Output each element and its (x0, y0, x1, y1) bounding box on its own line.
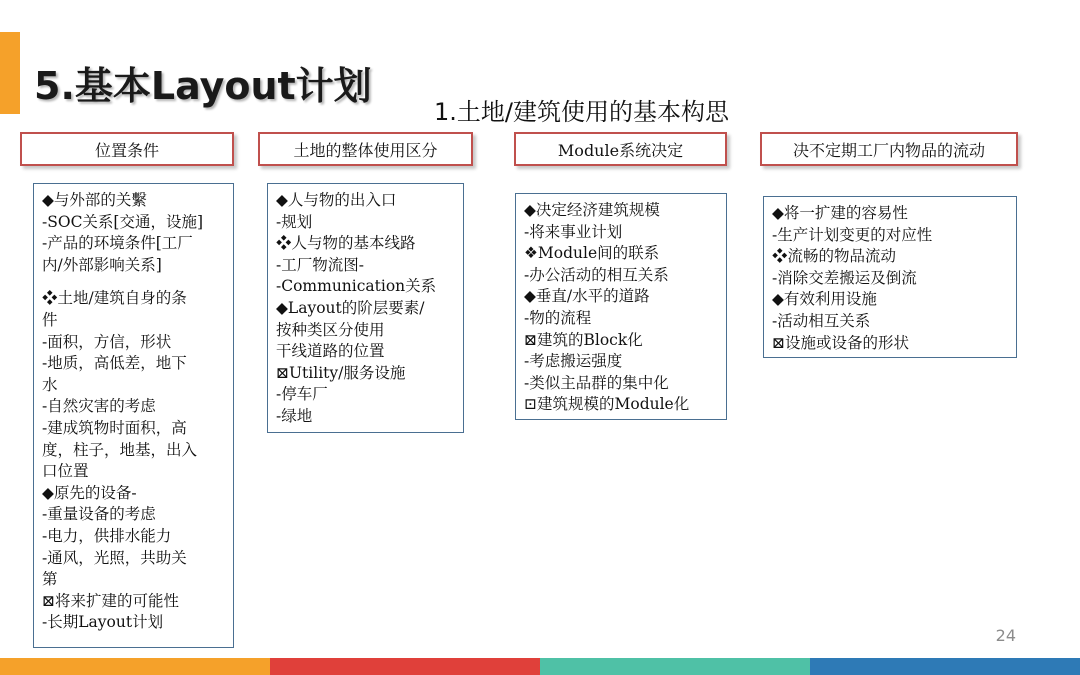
content-line: ◆与外部的关繫 (42, 191, 147, 209)
content-line: 度，柱子，地基，出入 (42, 440, 198, 459)
content-line: ◆将一扩建的容易性 (772, 204, 908, 222)
column-content-module (515, 193, 727, 420)
column-content-land-use (267, 183, 464, 433)
content-line: -将来事业计划 (524, 222, 623, 241)
content-line: -规划 (276, 212, 313, 231)
content-line: -生产计划变更的对应性 (772, 225, 933, 244)
content-line: -物的流程 (524, 308, 592, 327)
slide-title: 5.基本Layout计划 (34, 64, 372, 108)
content-line: ⊠将来扩建的可能性 (42, 591, 179, 610)
footer-segment (0, 658, 270, 675)
content-line: ❖人与物的基本线路 (276, 234, 416, 253)
content-line: -绿地 (276, 406, 313, 425)
content-line: 口位置 (42, 462, 89, 481)
page-number: 24 (995, 626, 1016, 645)
content-line: -建成筑物时面积，高 (42, 418, 187, 437)
content-line (42, 276, 225, 288)
footer-color-bar (0, 658, 1080, 675)
content-line: -工厂物流图- (276, 255, 364, 274)
content-line: -面积，方信，形状 (42, 332, 172, 351)
title-accent-bar (0, 32, 20, 114)
content-line: -通风，光照，共助关 (42, 548, 187, 567)
content-line: -活动相互关系 (772, 311, 871, 330)
column-header-land-use: 土地的整体使用区分 (258, 132, 473, 166)
column-content-location (33, 183, 234, 648)
content-line: -自然灾害的考虑 (42, 397, 156, 416)
content-line: ❖流畅的物品流动 (772, 247, 897, 266)
footer-segment (270, 658, 540, 675)
content-line: 第 (42, 570, 58, 589)
content-line: ⊡建筑规模的Module化 (524, 395, 690, 414)
content-line: ◆垂直/水平的道路 (524, 287, 650, 306)
content-line: -电力，供排水能力 (42, 526, 172, 545)
content-line: -长期Layout计划 (42, 613, 164, 632)
content-line: -产品的环境条件[工厂 (42, 234, 193, 253)
column-header-module: Module系统决定 (514, 132, 727, 166)
content-line: -地质，高低差，地下 (42, 354, 187, 373)
content-line: -考虑搬运强度 (524, 352, 623, 371)
content-line: 干线道路的位置 (276, 342, 385, 361)
content-line: -办公活动的相互关系 (524, 265, 669, 284)
column-header-location: 位置条件 (20, 132, 234, 166)
content-line: -类似主品群的集中化 (524, 373, 669, 392)
content-line: 内/外部影响关系] (42, 255, 162, 274)
content-line: -SOC关系[交通，设施] (42, 212, 204, 231)
content-line: ⊠设施或设备的形状 (772, 333, 909, 352)
content-line: ◆人与物的出入口 (276, 191, 397, 209)
column-content-flow (763, 196, 1017, 358)
footer-segment (540, 658, 810, 675)
slide-subtitle: 1.土地/建筑使用的基本构思 (434, 98, 729, 126)
footer-segment (810, 658, 1080, 675)
content-line: ◆有效利用设施 (772, 290, 877, 309)
content-line: ◆Layout的阶层要素/ (276, 298, 425, 317)
content-line: -停车厂 (276, 385, 328, 404)
content-line: ◆决定经济建筑规模 (524, 201, 660, 219)
content-line: ❖Module间的联系 (524, 244, 660, 263)
content-line: -重量设备的考虑 (42, 505, 156, 524)
content-line: 件 (42, 310, 58, 329)
content-line: -Communication关系 (276, 277, 437, 296)
content-line: -消除交差搬运及倒流 (772, 268, 917, 287)
content-line: ⊠Utility/服务设施 (276, 363, 406, 382)
content-line: ❖土地/建筑自身的条 (42, 289, 187, 308)
content-line: ◆原先的设备- (42, 483, 137, 502)
content-line: 按种类区分使用 (276, 320, 385, 339)
content-line: ⊠建筑的Block化 (524, 330, 643, 349)
content-line: 水 (42, 375, 58, 394)
column-header-flow: 决不定期工厂内物品的流动 (760, 132, 1018, 166)
